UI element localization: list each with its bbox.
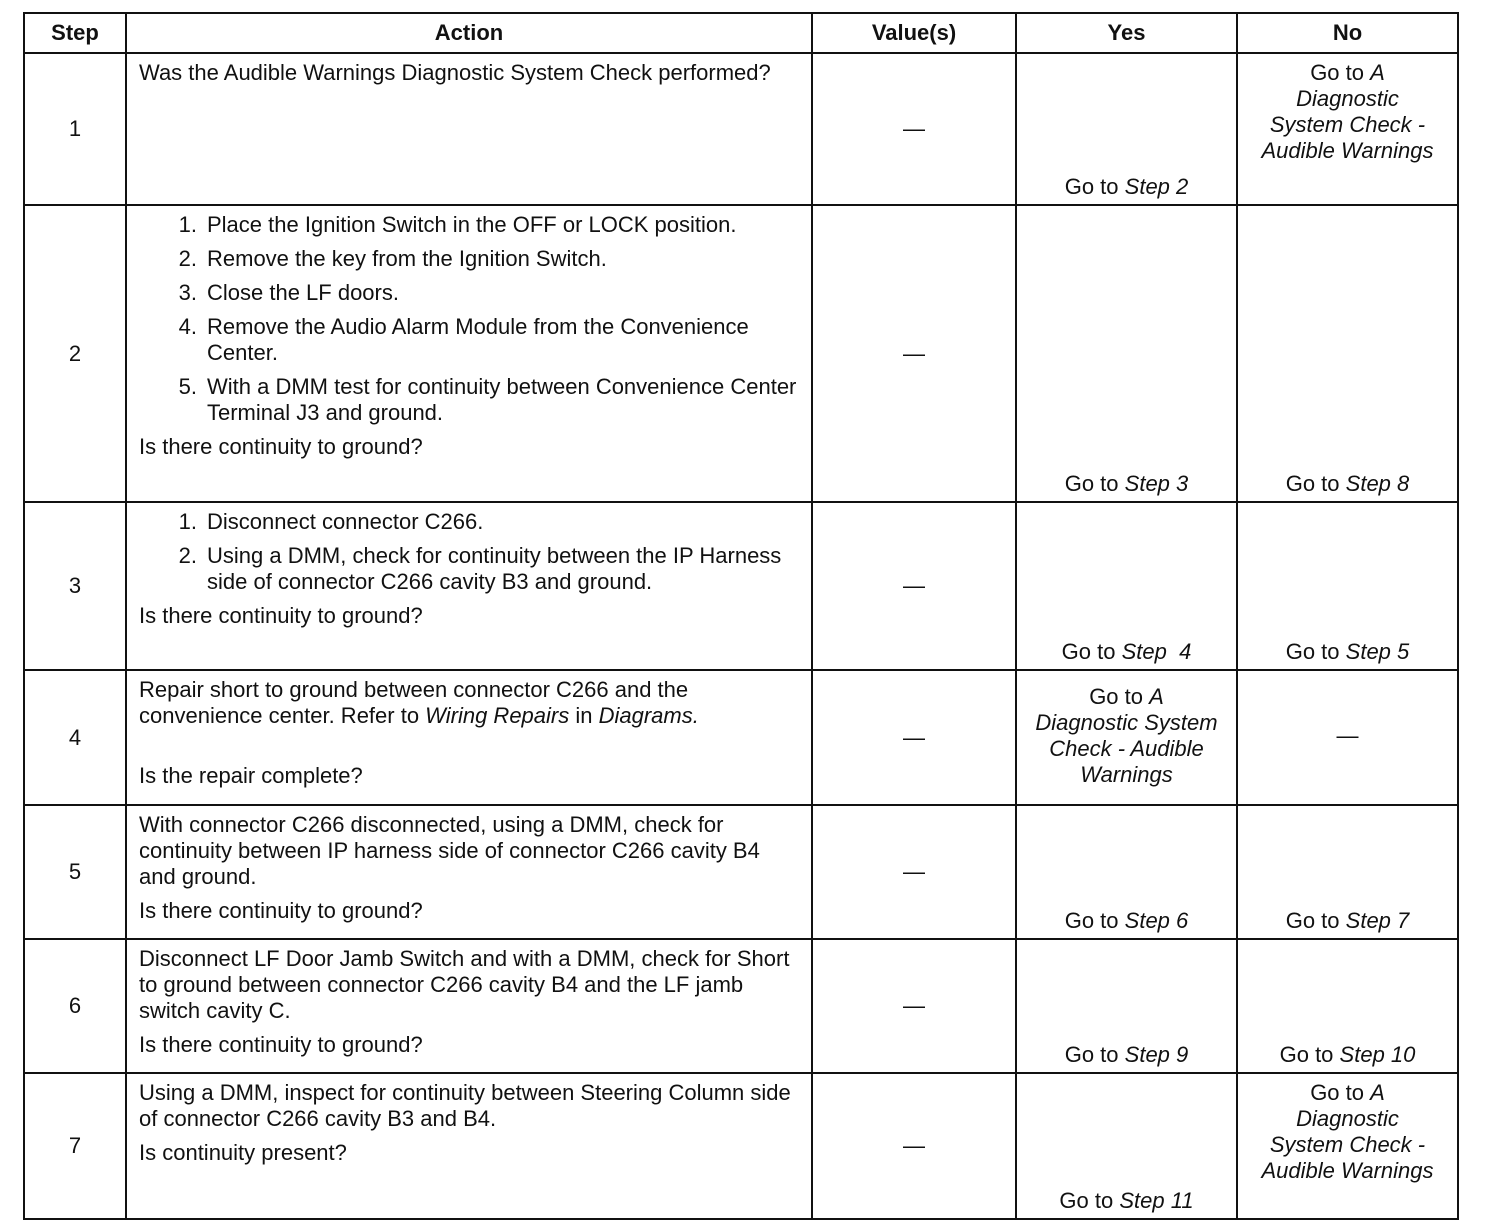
step-number: 6 (24, 939, 126, 1073)
action-text: Disconnect LF Door Jamb Switch and with a DMM, check for Short to ground between connector C266 cavity B4 and the LF jamb switch cavity C. (139, 946, 790, 1023)
table-row (24, 805, 1458, 939)
step-number: 7 (24, 1073, 126, 1219)
yes-cell (1016, 205, 1237, 502)
yes-step-ref: Step 11 (1119, 1188, 1194, 1213)
go-to-label: Go to (1064, 908, 1119, 933)
diagnostic-table (23, 12, 1459, 1220)
no-ref: Diagnostic System Check - Audible Warnings (1261, 86, 1434, 163)
action-text: Was the Audible Warnings Diagnostic System Check performed? (139, 60, 771, 85)
action-cell (126, 670, 812, 805)
value-cell (812, 939, 1016, 1073)
table-row (24, 53, 1458, 205)
no-cell (1237, 939, 1458, 1073)
no-cell (1237, 670, 1458, 805)
no-ref-a: A (1370, 60, 1385, 85)
substep-list (139, 509, 801, 595)
no-cell (1237, 805, 1458, 939)
yes-step-ref: Step 4 (1121, 639, 1192, 664)
header-row (24, 13, 1458, 53)
action-cell (126, 805, 812, 939)
step-number: 2 (24, 205, 126, 502)
yes-cell (1016, 53, 1237, 205)
substep-item: 2. Using a DMM, check for continuity between the IP Harness side of connector C266 cavity B3 and ground. (178, 543, 782, 594)
yes-cell (1016, 805, 1237, 939)
step-number: 4 (24, 670, 126, 805)
yes-cell (1016, 670, 1237, 805)
question-text: Is there continuity to ground? (139, 603, 423, 628)
value-cell (812, 502, 1016, 670)
yes-ref-a: A (1149, 683, 1164, 709)
action-text: Using a DMM, inspect for continuity between Steering Column side of connector C266 cavity B3 and B4. (139, 1080, 791, 1131)
no-step-ref: Step 7 (1345, 908, 1410, 933)
action-text: With connector C266 disconnected, using a DMM, check for continuity between IP harness side of connector C266 cavity B4 and ground. (139, 812, 760, 889)
header-yes: Yes (1016, 13, 1237, 53)
go-to-label: Go to (1059, 1188, 1114, 1213)
no-ref: Diagnostic System Check - Audible Warnings (1261, 1106, 1434, 1183)
table-row (24, 502, 1458, 670)
no-ref-a: A (1370, 1080, 1385, 1105)
value-cell (812, 1073, 1016, 1219)
header-no: No (1237, 13, 1458, 53)
go-to-label: Go to (1064, 471, 1119, 496)
question-text: Is there continuity to ground? (139, 1032, 423, 1057)
go-to-label: Go to (1064, 174, 1119, 199)
table-row (24, 1073, 1458, 1219)
dash: — (1336, 722, 1359, 748)
go-to-label: Go to (1064, 1042, 1119, 1067)
value-cell (812, 670, 1016, 805)
yes-step-ref: Step 9 (1124, 1042, 1189, 1067)
yes-step-ref: Step 3 (1124, 471, 1189, 496)
no-step-ref: Step 5 (1345, 639, 1410, 664)
yes-cell (1016, 502, 1237, 670)
dash: — (903, 116, 925, 141)
dash: — (903, 993, 925, 1018)
yes-cell (1016, 1073, 1237, 1219)
question-text: Is the repair complete? (139, 763, 363, 788)
no-cell (1237, 1073, 1458, 1219)
dash: — (903, 859, 925, 884)
yes-step-ref: Step 2 (1124, 174, 1189, 199)
action-cell (126, 502, 812, 670)
substep-item: 1. Place the Ignition Switch in the OFF or LOCK position. (178, 212, 737, 237)
question-text: Is continuity present? (139, 1140, 347, 1165)
dash: — (903, 573, 925, 598)
question-text: Is there continuity to ground? (139, 434, 423, 459)
action-cell (126, 53, 812, 205)
dash: — (903, 340, 925, 366)
step-number: 5 (24, 805, 126, 939)
substep-item: 4. Remove the Audio Alarm Module from the Convenience Center. (178, 314, 749, 365)
substep-item: 5. With a DMM test for continuity between Convenience Center Terminal J3 and ground. (178, 374, 797, 425)
value-cell (812, 205, 1016, 502)
table-row (24, 939, 1458, 1073)
no-step-ref: Step 8 (1345, 471, 1410, 496)
substep-item: 3. Close the LF doors. (178, 280, 399, 305)
no-cell (1237, 53, 1458, 205)
go-to-label: Go to (1061, 639, 1116, 664)
no-cell (1237, 502, 1458, 670)
go-to-label: Go to (1285, 471, 1340, 496)
table-row (24, 205, 1458, 502)
go-to-label: Go to (1285, 639, 1340, 664)
header-step: Step (24, 13, 126, 53)
yes-ref: Diagnostic System Check - Audible Warnings (1035, 709, 1218, 787)
action-cell (126, 939, 812, 1073)
header-values: Value(s) (812, 13, 1016, 53)
no-cell (1237, 205, 1458, 502)
substep-item: 2. Remove the key from the Ignition Switch. (178, 246, 607, 271)
action-cell (126, 1073, 812, 1219)
go-to-label: Go to (1279, 1042, 1334, 1067)
step-number: 1 (24, 53, 126, 205)
go-to-label: Go to (1310, 1080, 1364, 1105)
dash: — (903, 1133, 925, 1158)
action-cell (126, 205, 812, 502)
substep-item: 1. Disconnect connector C266. (178, 509, 484, 534)
go-to-label: Go to (1285, 908, 1340, 933)
yes-step-ref: Step 6 (1124, 908, 1189, 933)
action-text: Repair short to ground between connector C266 and the convenience center. Refer to Wiring Repairs in Diagrams. (139, 677, 699, 728)
go-to-label: Go to (1089, 683, 1143, 709)
no-step-ref: Step 10 (1339, 1042, 1416, 1067)
header-action: Action (126, 13, 812, 53)
substep-list (139, 212, 801, 426)
go-to-label: Go to (1310, 60, 1364, 85)
value-cell (812, 805, 1016, 939)
table-row (24, 670, 1458, 805)
yes-cell (1016, 939, 1237, 1073)
step-number: 3 (24, 502, 126, 670)
question-text: Is there continuity to ground? (139, 898, 423, 923)
dash: — (903, 724, 925, 750)
value-cell (812, 53, 1016, 205)
